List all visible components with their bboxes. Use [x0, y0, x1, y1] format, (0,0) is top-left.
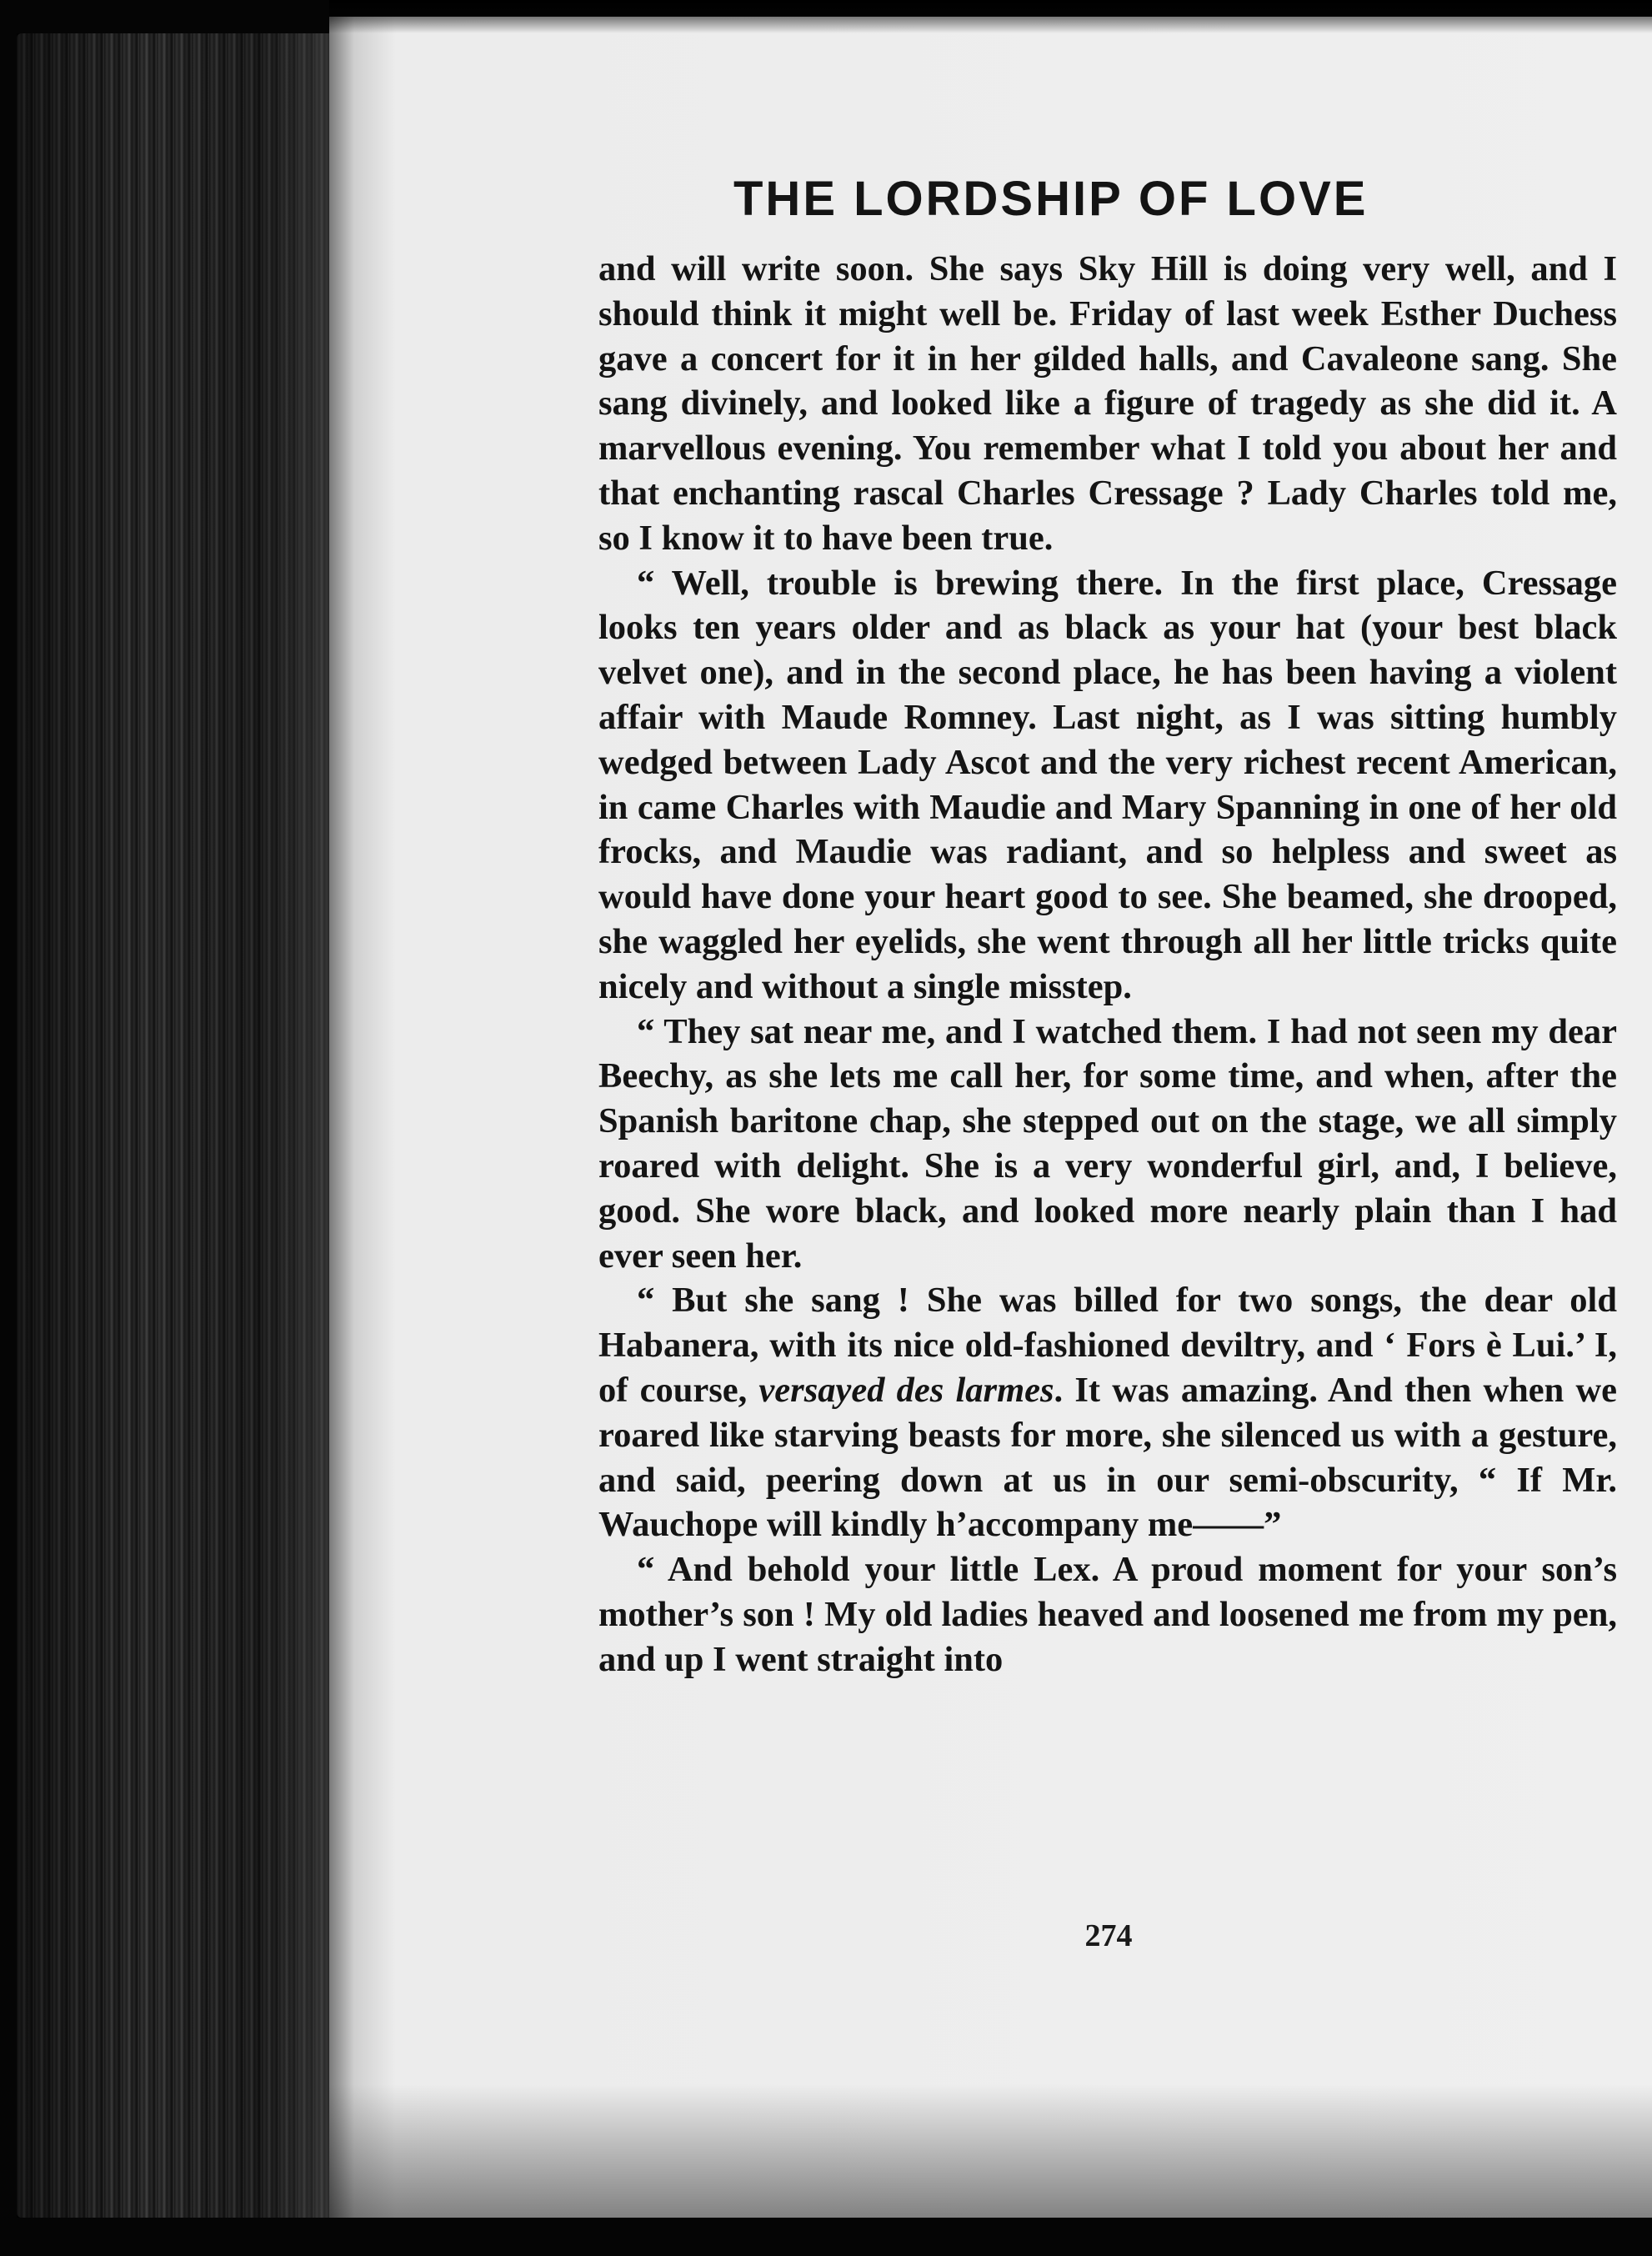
body-text: [598, 247, 1617, 1682]
top-shadow: [329, 0, 1652, 33]
running-head: THE LORDSHIP OF LOVE: [733, 172, 1369, 226]
paragraph-4: [598, 1278, 1617, 1547]
paragraph-5-text: “ And behold your little Lex. A proud moment for your son’s mother’s son ! My old ladies heaved and loosened me from my pen, and up I went straight into: [598, 1550, 1617, 1679]
paragraph-4-text-a: “ But she sang ! She was billed for two songs, the dear old Habanera, with its nice old-fashioned deviltry, and ‘ Fors è Lui.’ I, of course,: [598, 1281, 1617, 1410]
paragraph-3: [598, 1010, 1617, 1279]
page-number: 274: [1084, 1918, 1133, 1953]
paragraph-1: [598, 247, 1617, 561]
page-edge-shading: [17, 33, 342, 2218]
paragraph-2: [598, 561, 1617, 1010]
paragraph-5: [598, 1547, 1617, 1682]
paragraph-4-italic-phrase: versayed des larmes: [758, 1370, 1054, 1410]
paragraph-1-text: and will write soon. She says Sky Hill is doing very well, and I should think it might well be. Friday of last week Esther Duchess gave a concert for it in her gilded halls, and Cavaleone sang. She sang divinely, and looked like a figure of tragedy as she did it. A marvellous evening. You remember what I told you about her and that enchanting rascal Charles Cressage ? Lady Charles told me, so I know it to have been true.: [598, 249, 1617, 558]
paragraph-4-text-b: . It was amazing. And then when we roared like starving beasts for more, she silenced us with a gesture, and said, peering down at us in our semi-obscurity, “ If Mr. Wauchope will kindly h’accompany me——”: [598, 1370, 1618, 1545]
paragraph-2-text: “ Well, trouble is brewing there. In the first place, Cressage looks ten years older and as black as your hat (your best black velvet one), and in the second place, he has been having a violent affair with Maude Romney. Last night, as I was sitting humbly wedged between Lady Ascot and the very richest recent American, in came Charles with Maudie and Mary Spanning in one of her old frocks, and Maudie was radiant, and so helpless and sweet as would have done your heart good to see. She beamed, she drooped, she waggled her eyelids, she went through all her little tricks quite nicely and without a single misstep.: [598, 563, 1617, 1006]
paragraph-3-text: “ They sat near me, and I watched them. I had not seen my dear Beechy, as she lets me call her, for some time, and when, after the Spanish baritone chap, she stepped out on the stage, we all simply roared with delight. She is a very wonderful girl, and, I believe, good. She wore black, and looked more nearly plain than I had ever seen her.: [598, 1011, 1617, 1276]
